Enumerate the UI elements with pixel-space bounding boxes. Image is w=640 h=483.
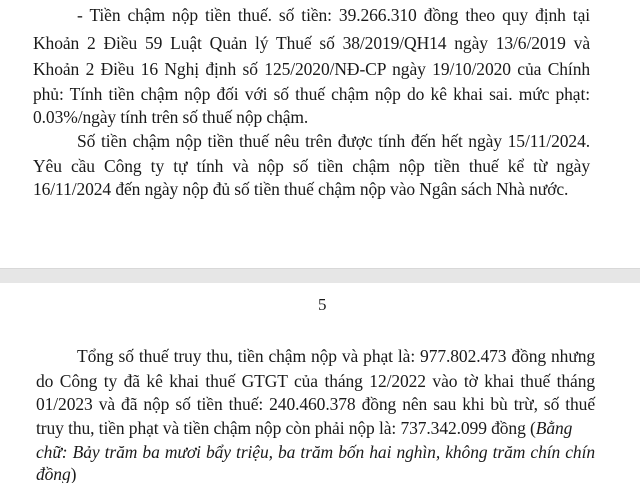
paragraph-line: 16/11/2024 đến ngày nộp đủ số tiền thuế chậm nộp vào Ngân sách Nhà nước.: [33, 179, 569, 199]
line-text: truy thu, tiền phạt và tiền chậm nộp còn phải nộp là: 737.342.099 đồng (: [36, 418, 536, 438]
paragraph-line: Khoản 2 Điều 16 Nghị định số 125/2020/NĐ-CP ngày 19/10/2020 của Chính: [33, 59, 590, 79]
paragraph-line: Yêu cầu Công ty tự tính và nộp số tiền chậm nộp tiền thuế kể từ ngày: [33, 156, 590, 176]
paragraph-line: - Tiền chậm nộp tiền thuế. số tiền: 39.266.310 đồng theo quy định tại: [77, 5, 590, 25]
paragraph-line: Khoản 2 Điều 59 Luật Quản lý Thuế số 38/2019/QH14 ngày 13/6/2019 và: [33, 33, 590, 53]
line-text-italic: đồng: [36, 464, 71, 483]
page-break: [0, 268, 640, 284]
paragraph-line: 0.03%/ngày tính trên số thuế nộp chậm.: [33, 107, 309, 127]
paragraph-line: phủ: Tính tiền chậm nộp đối với số thuế chậm nộp do kê khai sai. mức phạt:: [33, 84, 590, 104]
line-text: ): [70, 464, 77, 483]
paragraph-line: [36, 463, 76, 483]
paragraph-line: Tổng số thuế truy thu, tiền chậm nộp và phạt là: 977.802.473 đồng nhưng: [77, 346, 595, 366]
paragraph-line-italic: chữ: Bảy trăm ba mươi bẩy triệu, ba trăm bốn hai nghìn, không trăm chín chín: [36, 442, 595, 462]
paragraph-line: [36, 417, 572, 439]
page-number: 5: [318, 295, 327, 314]
line-text-italic: Bằng: [535, 418, 573, 438]
document-page-bottom: [0, 283, 640, 483]
paragraph-line: 01/2023 và đã nộp số tiền thuế: 240.460.378 đồng nên sau khi bù trừ, số thuế: [36, 394, 595, 414]
paragraph-line: Số tiền chậm nộp tiền thuế nêu trên được tính đến hết ngày 15/11/2024.: [77, 131, 590, 151]
paragraph-line: do Công ty đã kê khai thuế GTGT của tháng 12/2022 vào tờ khai thuế tháng: [36, 371, 595, 391]
